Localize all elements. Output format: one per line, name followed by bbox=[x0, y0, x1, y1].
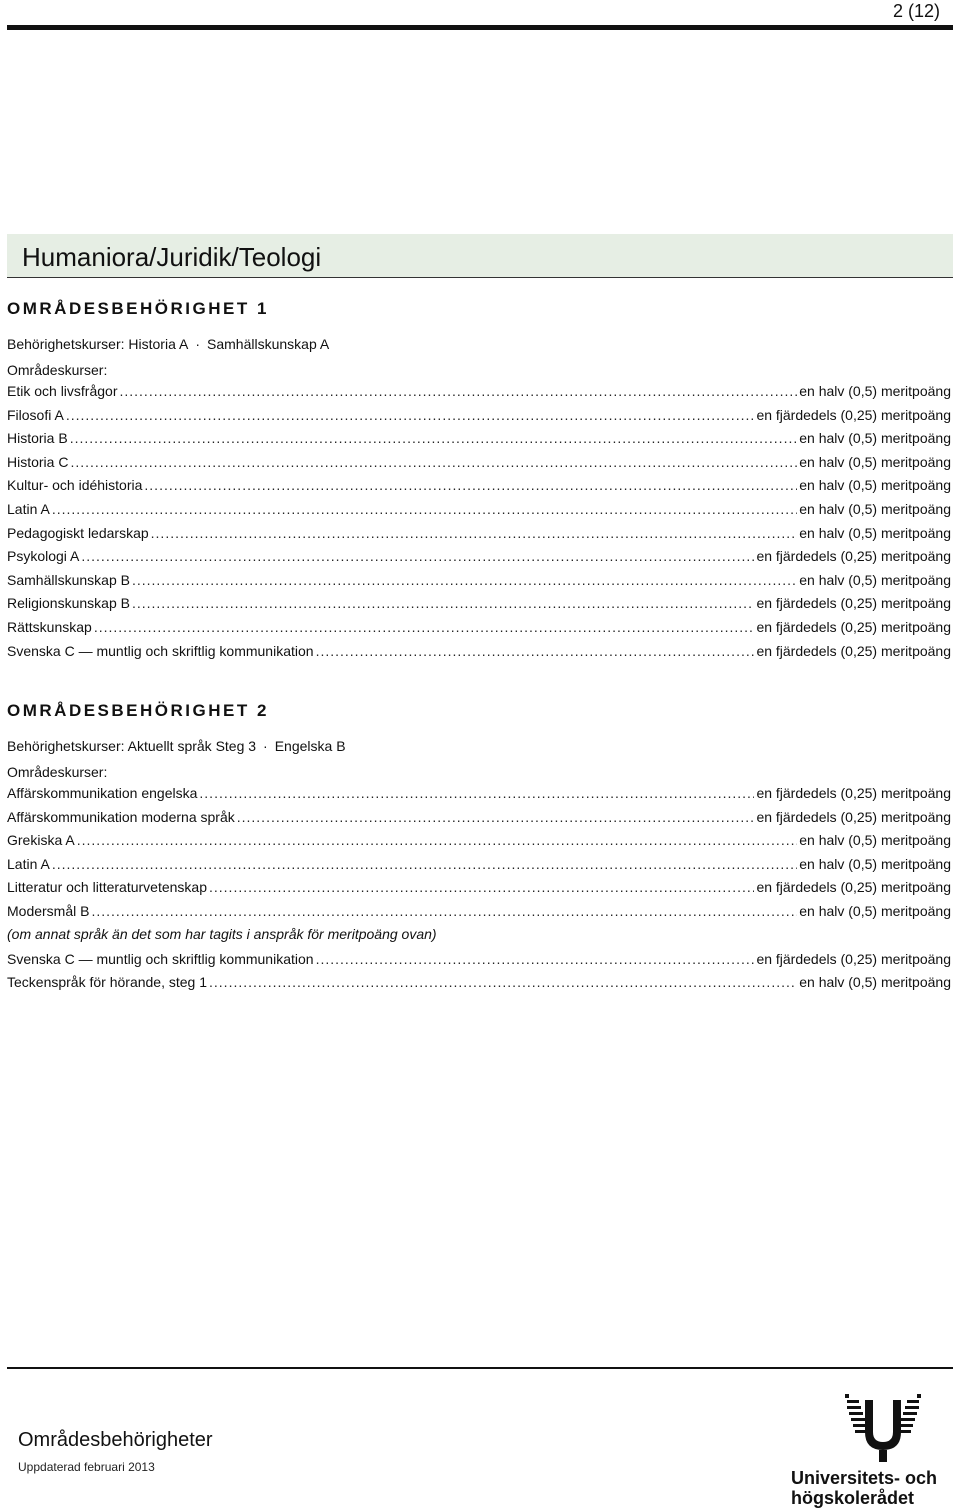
dot-leader bbox=[199, 782, 754, 806]
course-name: Modersmål B bbox=[7, 902, 90, 919]
dot-leader bbox=[70, 427, 798, 451]
list-item bbox=[7, 829, 951, 853]
course-name: Affärskommunikation moderna språk bbox=[7, 808, 235, 825]
course-name: Teckenspråk för hörande, steg 1 bbox=[7, 974, 208, 991]
course-name: Svenska C — muntlig och skriftlig kommunikation bbox=[7, 950, 314, 967]
merit-value: en fjärdedels (0,25) meritpoäng bbox=[756, 406, 951, 423]
list-item bbox=[7, 876, 951, 900]
list-item bbox=[7, 545, 951, 569]
list-item bbox=[7, 971, 951, 995]
logo-text-line-1: Universitets- och bbox=[791, 1468, 938, 1488]
merit-value: en halv (0,5) meritpoäng bbox=[799, 477, 951, 494]
list-item bbox=[7, 640, 951, 664]
section-heading: OMRÅDESBEHÖRIGHET 1 bbox=[7, 299, 269, 318]
dot-leader bbox=[66, 404, 755, 428]
list-item bbox=[7, 404, 951, 428]
merit-value: en halv (0,5) meritpoäng bbox=[799, 383, 951, 399]
area-courses-label: Områdeskurser: bbox=[7, 362, 108, 378]
merit-value: en halv (0,5) meritpoäng bbox=[799, 855, 951, 872]
merit-value: en fjärdedels (0,25) meritpoäng bbox=[756, 785, 951, 801]
merit-value: en halv (0,5) meritpoäng bbox=[799, 902, 951, 919]
course-name: Latin A bbox=[7, 500, 50, 517]
list-item bbox=[7, 900, 951, 924]
dot-leader bbox=[132, 592, 754, 616]
course-name: Svenska C — muntlig och skriftlig kommunikation bbox=[7, 642, 314, 659]
dot-leader bbox=[91, 900, 797, 924]
course-name: Litteratur och litteraturvetenskap bbox=[7, 879, 207, 896]
list-item bbox=[7, 380, 951, 404]
merit-value: en fjärdedels (0,25) meritpoäng bbox=[756, 595, 951, 612]
course-name: Kultur- och idéhistoria bbox=[7, 477, 143, 494]
dot-leader bbox=[52, 498, 797, 522]
dot-leader bbox=[70, 451, 797, 475]
section-omradesbehorighet-1 bbox=[7, 298, 951, 663]
dot-leader bbox=[119, 380, 797, 404]
section-heading: OMRÅDESBEHÖRIGHET 2 bbox=[7, 701, 269, 720]
list-item bbox=[7, 806, 951, 830]
requirement-label: Behörighetskurser: bbox=[7, 336, 125, 352]
dot-leader bbox=[316, 948, 755, 972]
title-band bbox=[7, 234, 953, 278]
course-name: Pedagogiskt ledarskap bbox=[7, 524, 149, 541]
page-number: 2 (12) bbox=[892, 1, 940, 21]
footer-title: Områdesbehörigheter bbox=[18, 1429, 213, 1451]
footer-date: Uppdaterad februari 2013 bbox=[18, 1460, 155, 1474]
dot-leader bbox=[316, 640, 755, 664]
dot-leader bbox=[237, 806, 755, 830]
course-name: Samhällskunskap B bbox=[7, 571, 130, 588]
merit-value: en fjärdedels (0,25) meritpoäng bbox=[756, 950, 951, 967]
list-item bbox=[7, 498, 951, 522]
list-item bbox=[7, 474, 951, 498]
merit-value: en halv (0,5) meritpoäng bbox=[799, 832, 951, 849]
course-list bbox=[7, 782, 951, 924]
merit-value: en fjärdedels (0,25) meritpoäng bbox=[756, 548, 951, 565]
list-item bbox=[7, 616, 951, 640]
course-name: Historia B bbox=[7, 430, 68, 447]
dot-leader bbox=[209, 971, 797, 995]
course-name: Psykologi A bbox=[7, 548, 80, 565]
course-list bbox=[7, 948, 951, 995]
course-name: Etik och livsfrågor bbox=[7, 383, 118, 399]
list-item bbox=[7, 522, 951, 546]
requirement-course: Samhällskunskap A bbox=[207, 336, 330, 352]
list-item bbox=[7, 451, 951, 475]
merit-value: en halv (0,5) meritpoäng bbox=[799, 453, 951, 470]
course-name: Filosofi A bbox=[7, 406, 64, 423]
uhr-logo-icon bbox=[843, 1392, 923, 1462]
merit-value: en halv (0,5) meritpoäng bbox=[799, 524, 951, 541]
dot-leader bbox=[81, 545, 754, 569]
list-item bbox=[7, 853, 951, 877]
list-item bbox=[7, 948, 951, 972]
bullet-dot-icon: · bbox=[195, 336, 200, 352]
merit-value: en fjärdedels (0,25) meritpoäng bbox=[756, 642, 951, 659]
merit-value: en fjärdedels (0,25) meritpoäng bbox=[756, 879, 951, 896]
course-name: Latin A bbox=[7, 855, 50, 872]
footer-rule bbox=[7, 1367, 953, 1369]
requirement-line bbox=[7, 736, 951, 756]
list-item bbox=[7, 569, 951, 593]
dot-leader bbox=[132, 569, 797, 593]
merit-value: en fjärdedels (0,25) meritpoäng bbox=[756, 618, 951, 635]
merit-value: en halv (0,5) meritpoäng bbox=[799, 974, 951, 991]
dot-leader bbox=[77, 829, 798, 853]
list-item bbox=[7, 592, 951, 616]
dot-leader bbox=[52, 853, 797, 877]
top-rule bbox=[7, 25, 953, 30]
requirement-course: Historia A bbox=[128, 336, 189, 352]
dot-leader bbox=[151, 522, 798, 546]
merit-value: en halv (0,5) meritpoäng bbox=[799, 571, 951, 588]
merit-value: en halv (0,5) meritpoäng bbox=[799, 500, 951, 517]
course-name: Historia C bbox=[7, 453, 69, 470]
requirement-course: Engelska B bbox=[274, 738, 346, 754]
course-name: Religionskunskap B bbox=[7, 595, 130, 612]
logo-text-line-2: högskolerådet bbox=[791, 1488, 915, 1508]
section-omradesbehorighet-2 bbox=[7, 700, 951, 995]
footnote: (om annat språk än det som har tagits i anspråk för meritpoäng ovan) bbox=[7, 925, 437, 942]
course-name: Affärskommunikation engelska bbox=[7, 785, 198, 801]
dot-leader bbox=[144, 474, 797, 498]
page-title: Humaniora/Juridik/Teologi bbox=[22, 242, 322, 272]
requirement-course: Aktuellt språk Steg 3 bbox=[127, 738, 257, 754]
uhr-logo bbox=[791, 1392, 951, 1508]
course-name: Grekiska A bbox=[7, 832, 75, 849]
list-item bbox=[7, 427, 951, 451]
course-name: Rättskunskap bbox=[7, 618, 92, 635]
requirement-label: Behörighetskurser: bbox=[7, 738, 125, 754]
requirement-line bbox=[7, 334, 951, 354]
dot-leader bbox=[209, 876, 754, 900]
bullet-dot-icon: · bbox=[263, 738, 268, 754]
merit-value: en halv (0,5) meritpoäng bbox=[799, 430, 951, 447]
list-item bbox=[7, 782, 951, 806]
merit-value: en fjärdedels (0,25) meritpoäng bbox=[756, 808, 951, 825]
course-list bbox=[7, 380, 951, 663]
area-courses-label: Områdeskurser: bbox=[7, 764, 108, 780]
dot-leader bbox=[94, 616, 755, 640]
